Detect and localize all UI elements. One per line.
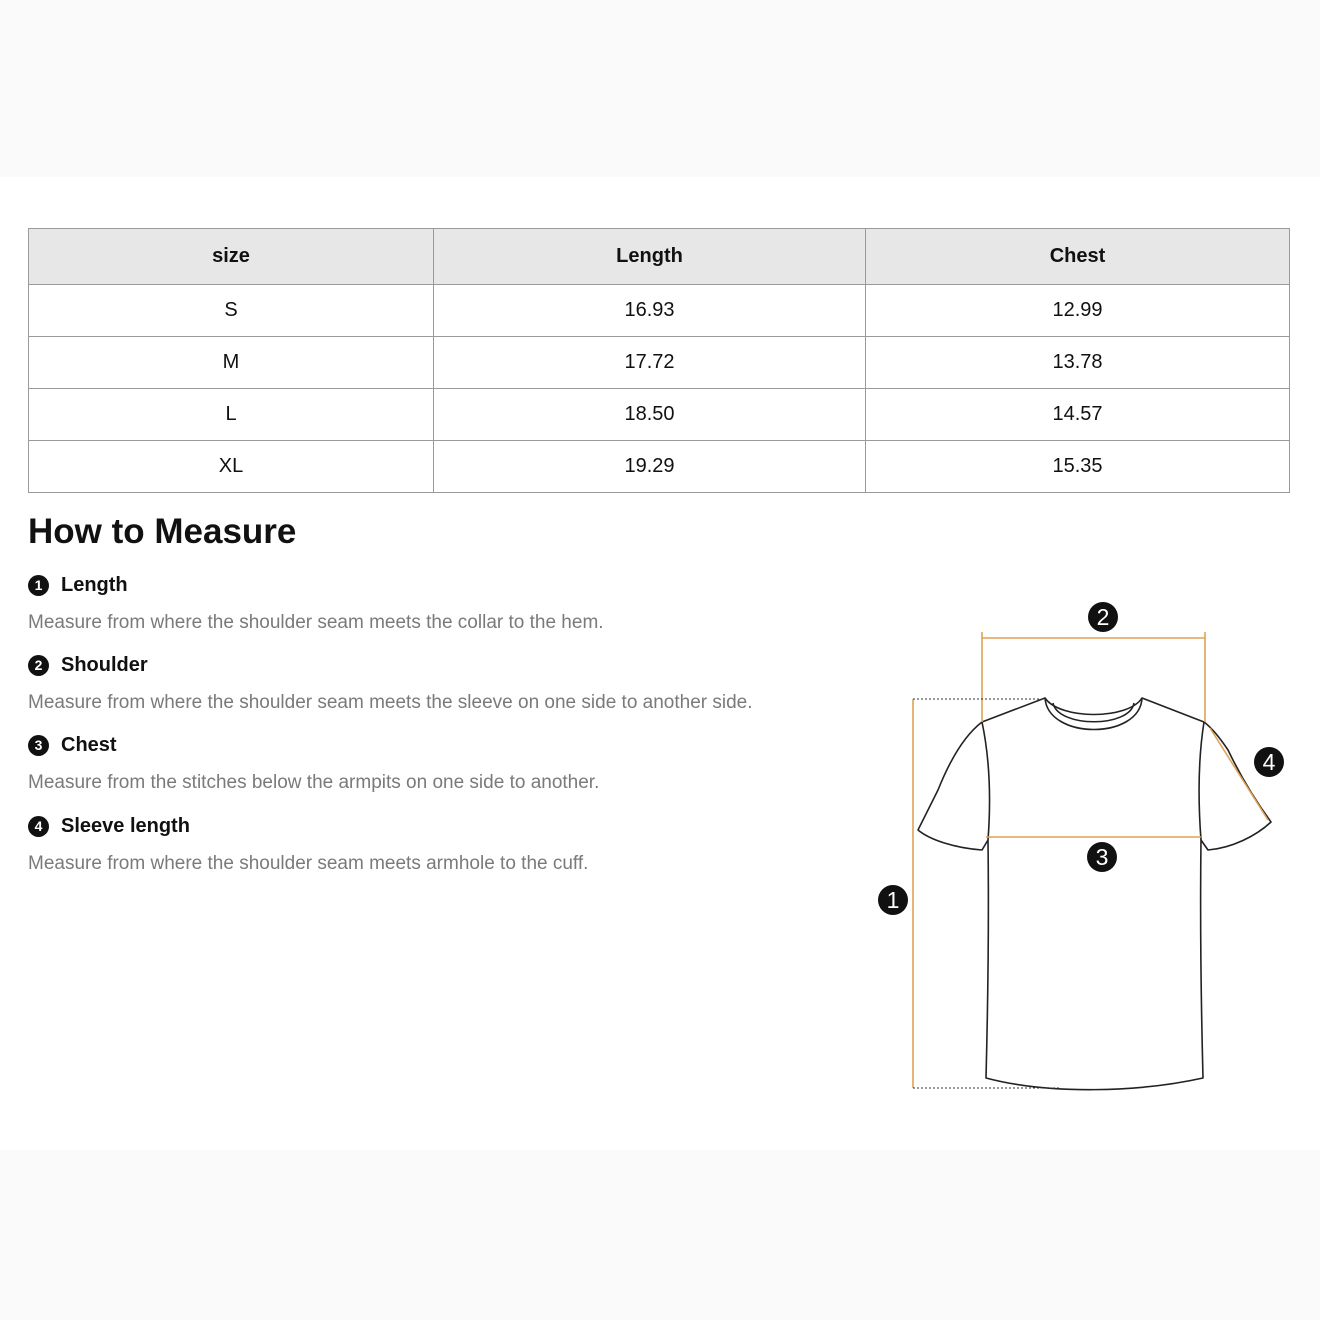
- measure-item-shoulder: [28, 652, 753, 714]
- measure-item-description: Measure from where the shoulder seam meets the collar to the hem.: [28, 612, 604, 633]
- length-cell: 19.29: [434, 441, 866, 493]
- table-row: [29, 337, 1290, 389]
- measure-marker-3: [1087, 842, 1117, 872]
- table-header-row: [29, 229, 1290, 285]
- size-cell: S: [29, 285, 434, 337]
- t-shirt-diagram: [860, 590, 1290, 1100]
- marker-1-label: 1: [886, 887, 900, 913]
- measure-item-label: Chest: [61, 733, 117, 756]
- measure-item-chest: [28, 732, 599, 794]
- column-header-chest: Chest: [866, 229, 1290, 285]
- marker-3-label: 3: [1095, 844, 1109, 870]
- size-cell: L: [29, 389, 434, 441]
- column-header-size: size: [29, 229, 434, 285]
- t-shirt-outline-icon: [918, 698, 1271, 1090]
- measure-item-sleeve-length: [28, 813, 588, 875]
- number-2-icon: 2: [28, 655, 49, 676]
- size-cell: XL: [29, 441, 434, 493]
- table-row: [29, 389, 1290, 441]
- table-row: [29, 285, 1290, 337]
- chest-cell: 12.99: [866, 285, 1290, 337]
- measure-marker-2: [1088, 602, 1118, 632]
- how-to-measure-title: How to Measure: [28, 512, 297, 551]
- length-cell: 18.50: [434, 389, 866, 441]
- marker-4-label: 4: [1262, 749, 1276, 775]
- marker-2-label: 2: [1096, 604, 1110, 630]
- chest-cell: 15.35: [866, 441, 1290, 493]
- size-chart-table: [28, 228, 1290, 493]
- length-cell: 17.72: [434, 337, 866, 389]
- number-3-icon: 3: [28, 735, 49, 756]
- length-cell: 16.93: [434, 285, 866, 337]
- measure-item-label: Shoulder: [61, 653, 148, 676]
- measure-item-label: Length: [61, 573, 128, 596]
- column-header-length: Length: [434, 229, 866, 285]
- table-row: [29, 441, 1290, 493]
- chest-cell: 14.57: [866, 389, 1290, 441]
- measure-item-description: Measure from where the shoulder seam meets armhole to the cuff.: [28, 853, 589, 874]
- number-1-icon: 1: [28, 575, 49, 596]
- measure-item-description: Measure from where the shoulder seam meets the sleeve on one side to another side.: [28, 692, 753, 713]
- size-cell: M: [29, 337, 434, 389]
- measure-item-description: Measure from the stitches below the armpits on one side to another.: [28, 772, 600, 793]
- measure-item-length: [28, 572, 604, 634]
- chest-cell: 13.78: [866, 337, 1290, 389]
- number-4-icon: 4: [28, 816, 49, 837]
- measure-item-label: Sleeve length: [61, 814, 190, 837]
- measure-marker-4: [1254, 747, 1284, 777]
- measure-marker-1: [878, 885, 908, 915]
